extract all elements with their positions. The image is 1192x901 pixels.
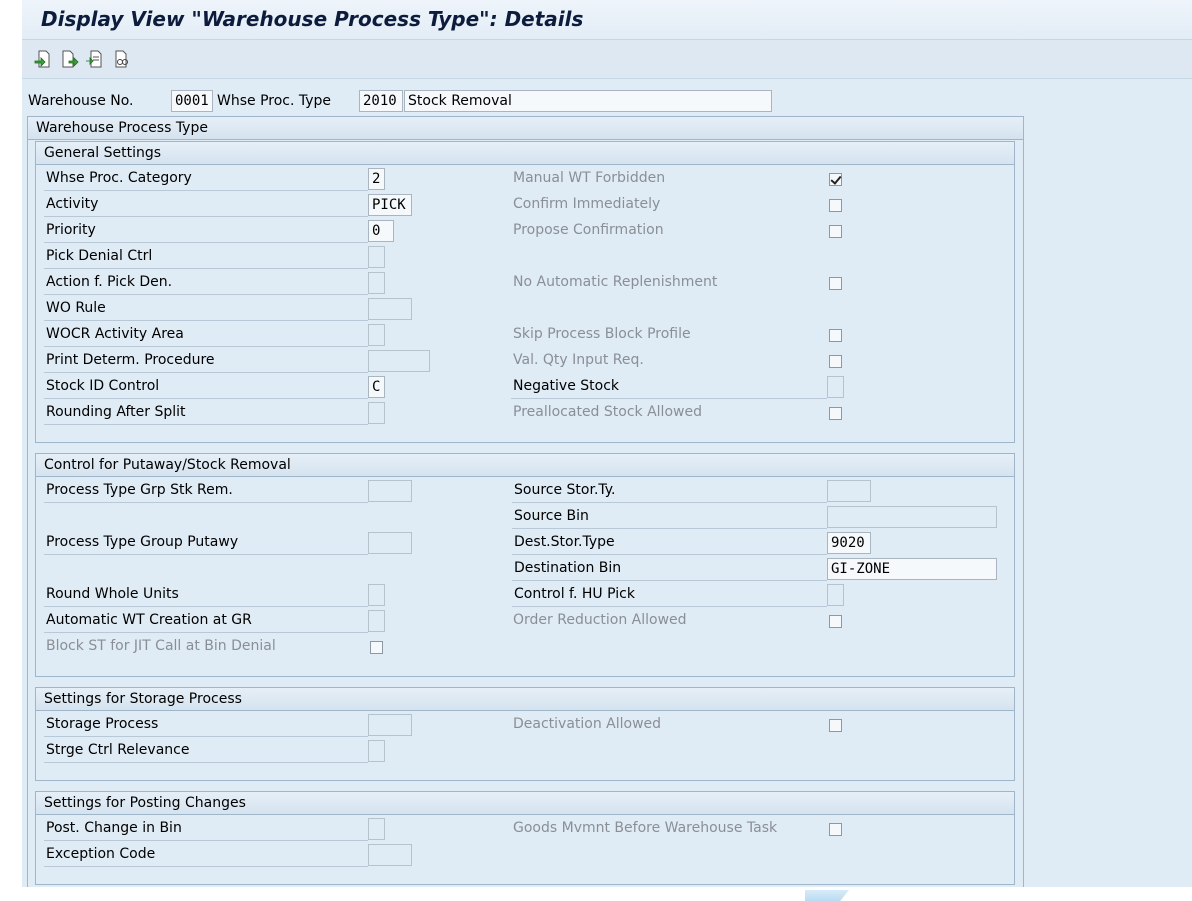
source-stor-ty-field[interactable] [827, 480, 871, 502]
dest-stor-type-label: Dest.Stor.Type [512, 531, 827, 555]
whse-proc-category-label: Whse Proc. Category [44, 167, 368, 191]
warehouse-no-label: Warehouse No. [28, 93, 134, 109]
skip-process-block-profile-checkbox[interactable] [829, 329, 842, 342]
manual-wt-forbidden-label: Manual WT Forbidden [513, 170, 666, 186]
process-type-grp-stk-rem-field[interactable] [368, 480, 412, 502]
wocr-activity-area-label: WOCR Activity Area [44, 323, 368, 347]
preallocated-stock-allowed-checkbox[interactable] [829, 407, 842, 420]
posting-changes-title: Settings for Posting Changes [36, 792, 1014, 815]
control-hu-pick-label: Control f. HU Pick [512, 583, 827, 607]
val-qty-input-req-checkbox[interactable] [829, 355, 842, 368]
no-automatic-replenishment-checkbox[interactable] [829, 277, 842, 290]
goods-mvmnt-before-wt-label: Goods Mvmnt Before Warehouse Task [513, 820, 778, 836]
activity-label: Activity [44, 193, 368, 217]
dest-stor-type-field[interactable]: 9020 [827, 532, 871, 554]
storage-process-field[interactable] [368, 714, 412, 736]
activity-field[interactable]: PICK [368, 194, 412, 216]
block-st-jit-call-label: Block ST for JIT Call at Bin Denial [46, 638, 276, 654]
rounding-after-split-label: Rounding After Split [44, 401, 368, 425]
whse-proc-type-label: Whse Proc. Type [217, 93, 332, 109]
sap-window [22, 0, 1192, 887]
putaway-stock-removal-title: Control for Putaway/Stock Removal [36, 454, 1014, 477]
storage-process-title: Settings for Storage Process [36, 688, 1014, 711]
storage-process-label: Storage Process [44, 713, 368, 737]
find-icon[interactable] [113, 50, 131, 68]
order-reduction-allowed-checkbox[interactable] [829, 615, 842, 628]
warehouse-process-type-group-title: Warehouse Process Type [28, 117, 1023, 140]
sap-logo-icon [805, 890, 849, 901]
application-toolbar [22, 40, 1192, 79]
wo-rule-field[interactable] [368, 298, 412, 320]
action-pick-denial-label: Action f. Pick Den. [44, 271, 368, 295]
source-bin-field[interactable] [827, 506, 997, 528]
stock-id-control-label: Stock ID Control [44, 375, 368, 399]
pick-denial-ctrl-label: Pick Denial Ctrl [44, 245, 368, 269]
goods-mvmnt-before-wt-checkbox[interactable] [829, 823, 842, 836]
confirm-immediately-checkbox[interactable] [829, 199, 842, 212]
exception-code-field[interactable] [368, 844, 412, 866]
skip-process-block-profile-label: Skip Process Block Profile [513, 326, 691, 342]
process-type-group-putaway-label: Process Type Group Putawy [44, 531, 368, 555]
strge-ctrl-relevance-field[interactable] [368, 740, 385, 762]
automatic-wt-creation-gr-field[interactable] [368, 610, 385, 632]
destination-bin-field[interactable]: GI-ZONE [827, 558, 997, 580]
order-reduction-allowed-label: Order Reduction Allowed [513, 612, 687, 628]
post-change-in-bin-label: Post. Change in Bin [44, 817, 368, 841]
round-whole-units-field[interactable] [368, 584, 385, 606]
destination-bin-label: Destination Bin [512, 557, 827, 581]
other-entry-icon[interactable] [85, 50, 103, 68]
preallocated-stock-allowed-label: Preallocated Stock Allowed [513, 404, 702, 420]
post-change-in-bin-field[interactable] [368, 818, 385, 840]
previous-entry-icon[interactable] [34, 50, 52, 68]
priority-field[interactable]: 0 [368, 220, 394, 242]
control-hu-pick-field[interactable] [827, 584, 844, 606]
propose-confirmation-checkbox[interactable] [829, 225, 842, 238]
next-entry-icon[interactable] [61, 50, 79, 68]
no-automatic-replenishment-label: No Automatic Replenishment [513, 274, 718, 290]
general-settings-title: General Settings [36, 142, 1014, 165]
page-title: Display View "Warehouse Process Type": Details [41, 7, 584, 31]
process-type-grp-stk-rem-label: Process Type Grp Stk Rem. [44, 479, 368, 503]
pick-denial-ctrl-field[interactable] [368, 246, 385, 268]
automatic-wt-creation-gr-label: Automatic WT Creation at GR [44, 609, 368, 633]
print-determ-procedure-label: Print Determ. Procedure [44, 349, 368, 373]
rounding-after-split-field[interactable] [368, 402, 385, 424]
wocr-activity-area-field[interactable] [368, 324, 385, 346]
process-type-group-putaway-field[interactable] [368, 532, 412, 554]
source-stor-ty-label: Source Stor.Ty. [512, 479, 827, 503]
deactivation-allowed-label: Deactivation Allowed [513, 716, 662, 732]
priority-label: Priority [44, 219, 368, 243]
whse-proc-type-field[interactable]: 2010 [359, 90, 403, 112]
title-bar [22, 0, 1192, 40]
whse-proc-category-field[interactable]: 2 [368, 168, 385, 190]
strge-ctrl-relevance-label: Strge Ctrl Relevance [44, 739, 368, 763]
wo-rule-label: WO Rule [44, 297, 368, 321]
confirm-immediately-label: Confirm Immediately [513, 196, 661, 212]
block-st-jit-call-checkbox[interactable] [370, 641, 383, 654]
print-determ-procedure-field[interactable] [368, 350, 430, 372]
deactivation-allowed-checkbox[interactable] [829, 719, 842, 732]
stock-id-control-field[interactable]: C [368, 376, 385, 398]
val-qty-input-req-label: Val. Qty Input Req. [513, 352, 644, 368]
source-bin-label: Source Bin [512, 505, 827, 529]
round-whole-units-label: Round Whole Units [44, 583, 368, 607]
action-pick-denial-field[interactable] [368, 272, 385, 294]
warehouse-no-field[interactable]: 0001 [171, 90, 213, 112]
whse-proc-type-description: Stock Removal [404, 90, 772, 112]
exception-code-label: Exception Code [44, 843, 368, 867]
negative-stock-label: Negative Stock [511, 375, 827, 399]
manual-wt-forbidden-checkbox[interactable] [829, 173, 842, 186]
negative-stock-field[interactable] [827, 376, 844, 398]
propose-confirmation-label: Propose Confirmation [513, 222, 664, 238]
